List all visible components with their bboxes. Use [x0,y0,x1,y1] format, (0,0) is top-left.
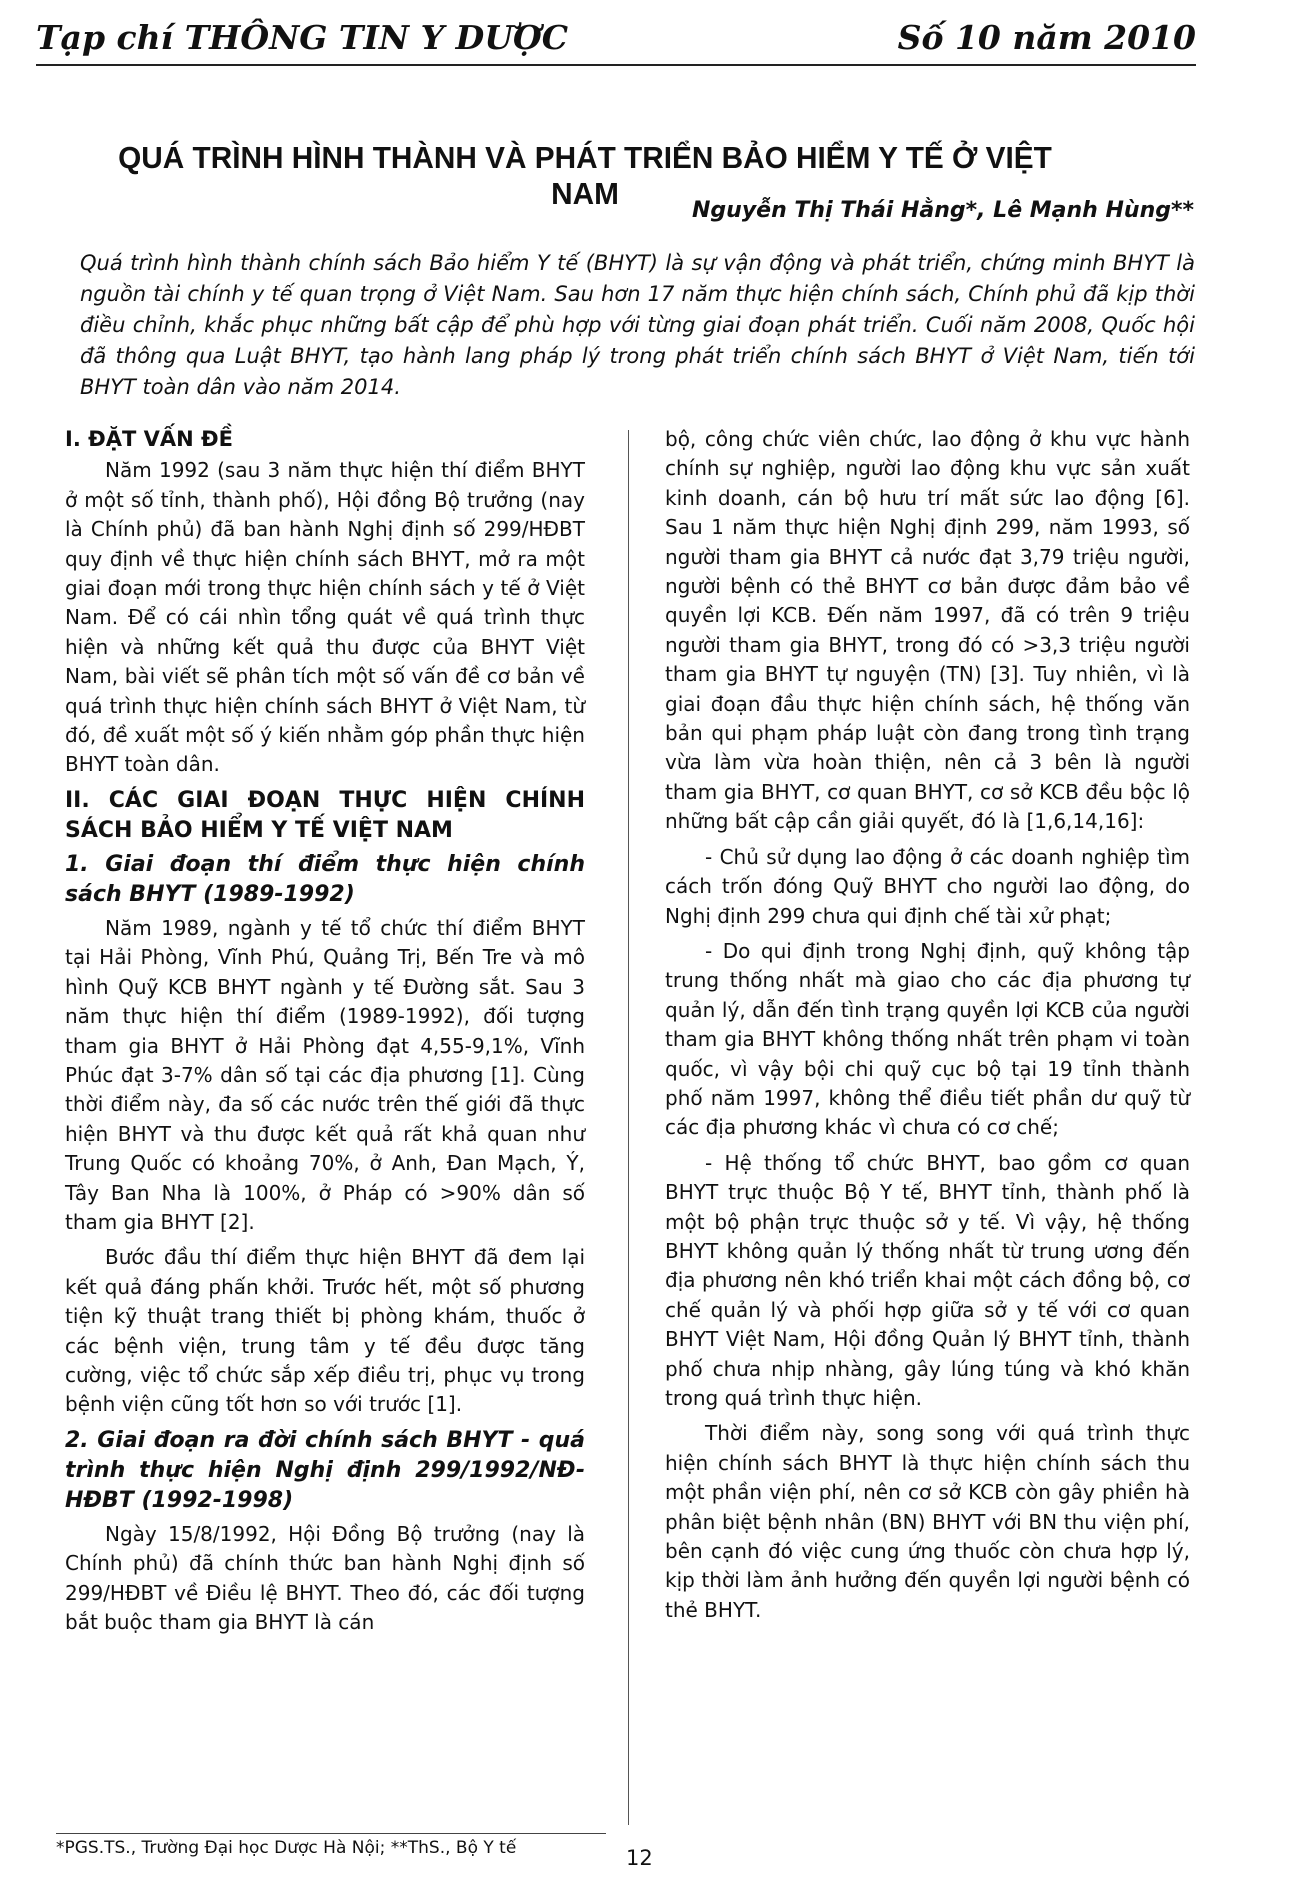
paragraph: bộ, công chức viên chức, lao động ở khu vực hành chính sự nghiệp, người lao động khu vực sản xuất kinh doanh, cán bộ hưu trí mất sức lao động [6]. Sau 1 năm thực hiện Nghị định 299, năm 1993, số người tham gia BHYT cả nước đạt 3,79 triệu người, người bệnh có thẻ BHYT cơ bản được đảm bảo về quyền lợi KCB. Đến năm 1997, đã có trên 9 triệu người tham gia BHYT, trong đó có >3,3 triệu người tham gia BHYT tự nguyện (TN) [3]. Tuy nhiên, vì là giai đoạn đầu thực hiện chính sách, hệ thống văn bản qui phạm pháp luật còn đang trong tình trạng vừa làm vừa hoàn thiện, nên cả 3 bên là người tham gia BHYT, cơ quan BHYT, cơ sở KCB đều bộc lộ những bất cập cần giải quyết, đó là [1,6,14,16]: [665,427,1190,834]
paragraph: - Chủ sử dụng lao động ở các doanh nghiệp tìm cách trốn đóng Quỹ BHYT cho người lao động, do Nghị định 299 chưa qui định chế tài xử phạt; [665,844,1190,928]
article-authors: Nguyễn Thị Thái Hằng*, Lê Mạnh Hùng** [692,198,1194,223]
left-column [65,425,585,1643]
subsection-heading-2: 2. Giai đoạn ra đời chính sách BHYT - quá trình thực hiện Nghị định 299/1992/NĐ-HĐBT (1992-1998) [65,1427,585,1513]
paragraph: Năm 1992 (sau 3 năm thực hiện thí điểm BHYT ở một số tỉnh, thành phố), Hội đồng Bộ trưởng (nay là Chính phủ) đã ban hành Nghị định số 299/HĐBT quy định về thực hiện chính sách BHYT, mở ra một giai đoạn mới trong thực hiện chính sách y tế ở Việt Nam. Để có cái nhìn tổng quát về quá trình thực hiện và những kết quả thu được của BHYT Việt Nam, bài viết sẽ phân tích một số vấn đề cơ bản về quá trình thực hiện chính sách BHYT ở Việt Nam, từ đó, đề xuất một số ý kiến nhằm góp phần thực hiện BHYT toàn dân. [65,458,585,777]
section-heading-2: II. CÁC GIAI ĐOẠN THỰC HIỆN CHÍNH SÁCH BẢO HIỂM Y TẾ VIỆT NAM [65,787,585,843]
paragraph: Thời điểm này, song song với quá trình thực hiện chính sách BHYT là thực hiện chính sách thu một phần viện phí, nên cơ sở KCB còn gây phiền hà phân biệt bệnh nhân (BN) BHYT với BN thu viện phí, bên cạnh đó việc cung ứng thuốc còn chưa hợp lý, kịp thời làm ảnh hưởng đến quyền lợi người bệnh có thẻ BHYT. [665,1421,1190,1622]
right-column [665,425,1190,1631]
footnote-rule [56,1833,606,1834]
article-abstract: Quá trình hình thành chính sách Bảo hiểm Y tế (BHYT) là sự vận động và phát triển, chứng minh BHYT là nguồn tài chính y tế quan trọng ở Việt Nam. Sau hơn 17 năm thực hiện chính sách, Chính phủ đã kịp thời điều chỉnh, khắc phục những bất cập để phù hợp với từng giai đoạn phát triển. Cuối năm 2008, Quốc hội đã thông qua Luật BHYT, tạo hành lang pháp lý trong phát triển chính sách BHYT ở Việt Nam, tiến tới BHYT toàn dân vào năm 2014. [80,251,1195,399]
journal-header [36,14,1196,66]
journal-name: Tạp chí THÔNG TIN Y DƯỢC [36,18,569,57]
paragraph: - Hệ thống tổ chức BHYT, bao gồm cơ quan BHYT trực thuộc Bộ Y tế, BHYT tỉnh, thành phố là một bộ phận trực thuộc sở y tế. Vì vậy, hệ thống BHYT không quản lý thống nhất từ trung ương đến địa phương nên khó triển khai một cách đồng bộ, cơ chế quản lý và phối hợp giữa sở y tế với cơ quan BHYT Việt Nam, Hội đồng Quản lý BHYT tỉnh, thành phố chưa nhịp nhàng, gây lúng túng và khó khăn trong quá trình thực hiện. [665,1150,1190,1410]
paragraph: Bước đầu thí điểm thực hiện BHYT đã đem lại kết quả đáng phấn khởi. Trước hết, một số phương tiện kỹ thuật trang thiết bị phòng khám, thuốc ở các bệnh viện, trung tâm y tế đều được tăng cường, việc tổ chức sắp xếp điều trị, phục vụ trong bệnh viện cũng tốt hơn so với trước [1]. [65,1245,585,1417]
paragraph: Ngày 15/8/1992, Hội Đồng Bộ trưởng (nay là Chính phủ) đã chính thức ban hành Nghị định số 299/HĐBT về Điều lệ BHYT. Theo đó, các đối tượng bắt buộc tham gia BHYT là cán [65,1521,585,1634]
footnote: *PGS.TS., Trường Đại học Dược Hà Nội; **ThS., Bộ Y tế [56,1838,517,1858]
article-title: QUÁ TRÌNH HÌNH THÀNH VÀ PHÁT TRIỂN BẢO HIỂM Y TẾ Ở VIỆT NAM [118,140,1052,211]
page-number: 12 [626,1846,653,1870]
section-heading-1: I. ĐẶT VẤN ĐỀ [65,427,233,451]
subsection-heading-1: 1. Giai đoạn thí điểm thực hiện chính sách BHYT (1989-1992) [65,851,585,907]
column-divider [628,430,629,1825]
paragraph: Năm 1989, ngành y tế tổ chức thí điểm BHYT tại Hải Phòng, Vĩnh Phú, Quảng Trị, Bến Tre và mô hình Quỹ KCB BHYT ngành y tế Đường sắt. Sau 3 năm thực hiện thí điểm (1989-1992), đối tượng tham gia BHYT ở Hải Phòng đạt 4,55-9,1%, Vĩnh Phúc đạt 3-7% dân số tại các địa phương [1]. Cùng thời điểm này, đa số các nước trên thế giới đã thực hiện BHYT và thu được kết quả rất khả quan như Trung Quốc có khoảng 70%, ở Anh, Đan Mạch, Ý, Tây Ban Nha là 100%, ở Pháp có >90% dân số tham gia BHYT [2]. [65,915,585,1234]
issue-label: Số 10 năm 2010 [897,18,1196,57]
paragraph: - Do qui định trong Nghị định, quỹ không tập trung thống nhất mà giao cho các địa phương tự quản lý, dẫn đến tình trạng quyền lợi KCB của người tham gia BHYT không thống nhất trên phạm vi toàn quốc, vì vậy bội chi quỹ cục bộ tại 19 tỉnh thành phố năm 1997, không thể điều tiết phần dư quỹ từ các địa phương khác vì chưa có cơ chế; [665,938,1190,1140]
